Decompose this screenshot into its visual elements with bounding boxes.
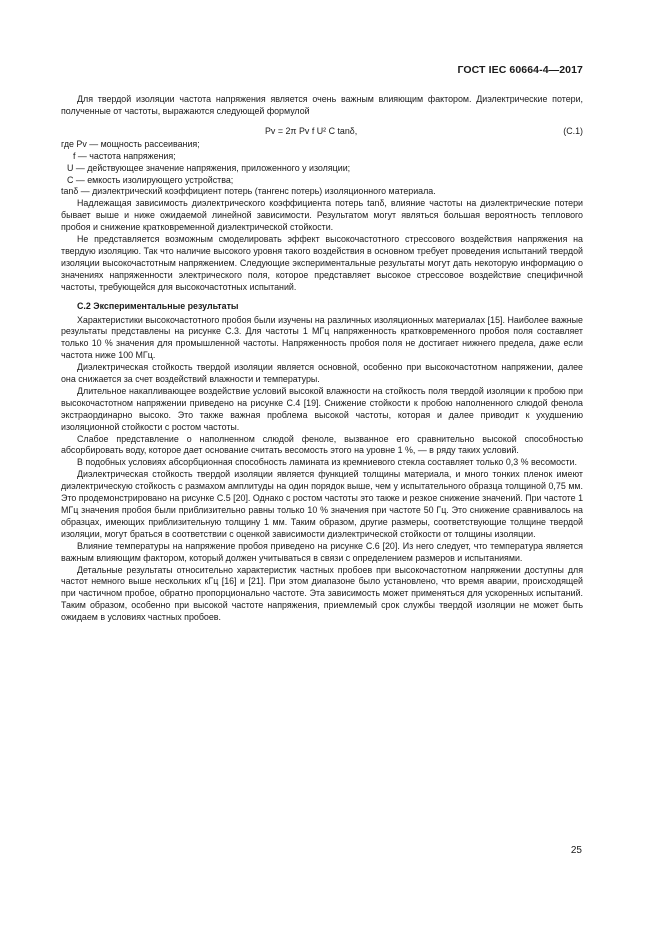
section-paragraph: В подобных условиях абсорбционная способность ламината из кремниевого стекла составляет только 0,3 % весомости. <box>77 457 577 468</box>
definition-pv: где Pv — мощность рассеивания; <box>61 138 200 149</box>
section-paragraph: Характеристики высокочастотного пробоя были изучены на различных изоляционных материалах [15]. Наиболее важные результаты представлены на рисунке C.3. Для частоты 1 МГц напряженность кратковременного пробоя поля составляет только 10 % значения для промышленной частоты. Напряженность пробоя поля не достигает нижнего предела, даже если частота ниже 100 МГц. <box>61 314 583 361</box>
definition-f: f — частота напряжения; <box>73 150 176 161</box>
formula-c1 <box>61 125 583 139</box>
definition-c: C — емкость изолирующего устройства; <box>67 174 234 185</box>
paragraph-tan-dependence: Надлежащая зависимость диэлектрического коэффициента потерь tanδ, влияние частоты на диэлектрические потери бывает выше и ниже ожидаемой линейной зависимости. Результатом могут являться большая вероятность теплового пробоя и снижение кратковременной диэлектрической стойкости. <box>61 198 583 233</box>
paragraph-intro: Для твердой изоляции частота напряжения является очень важным влияющим фактором. Диэлектрические потери, полученные от частоты, выражаются следующей формулой <box>61 94 583 116</box>
definition-u: U — действующее значение напряжения, приложенного у изоляции; <box>67 162 351 173</box>
section-paragraph: Диэлектрическая стойкость твердой изоляции является основной, особенно при высокочастотном напряжении, далее она снижается за счет воздействий влажности и температуры. <box>61 362 583 385</box>
section-paragraph: Влияние температуры на напряжение пробоя приведено на рисунке C.6 [20]. Из него следует, что температура является важным влияющим фактором, который должен учитываться в связи с определением размеров и испытаниями. <box>61 540 583 563</box>
document-code: ГОСТ IEC 60664-4—2017 <box>457 64 583 76</box>
section-title: C.2 Экспериментальные результаты <box>77 300 239 311</box>
page-number: 25 <box>570 845 582 856</box>
definition-tan: tanδ — диэлектрический коэффициент потерь (тангенс потерь) изоляционного материала. <box>61 186 436 197</box>
formula-expression: Pv = 2π Pv f U² C tanδ, <box>265 125 358 136</box>
section-paragraph: Детальные результаты относительно характеристик частных пробоев при высокочастотном напряжении доступны для частот немного выше нескольких кГц [16] и [21]. При этом диапазоне было установлено, что время аварии, происходящей при частичном пробое, обратно пропорционально частоте. Эта зависимость может применяться для ускоренных испытаний. Таким образом, особенно при высокой частоте напряжения, приемлемый срок службы твердой изоляции не может быть ожидаем в условиях частных пробоев. <box>61 564 583 623</box>
section-paragraph: Длительное накапливающее воздействие условий высокой влажности на стойкость поля твердой изоляции к пробою при высокочастотном напряжении приведено на рисунке C.4 [19]. Снижение стойкости к пробою наполненного слюдой фенола экстраординарно высоко. Это также важная проблема высокой частоты, которая и далее приводит к ухудшению изоляционной стойкости с ростом частоты. <box>61 385 583 432</box>
formula-definitions <box>61 139 583 199</box>
section-paragraph: Слабое представление о наполненном слюдой феноле, вызванное его сравнительно высокой способностью абсорбировать воду, которое дает основание считать весомость этого на уровне 1 %, — в ряду таких условий. <box>61 433 583 456</box>
section-paragraph: Диэлектрическая стойкость твердой изоляции является функцией толщины материала, и много тонких пленок имеют диэлектрическую стойкость с размахом амплитуды на один порядок выше, чем у испытательного образца толщиной 0,75 мм. Это продемонстрировано на рисунке C.5 [20]. Однако с ростом частоты это также и резкое снижение значений. При частоте 1 МГц значения пробоя были приблизительно равны только 10 % значения при частоте 50 Гц. Это снижение сравнивалось на образцах, имеющих приблизительную толщину 1 мм. Таким образом, другие размеры, соответствующие толщине твердой изоляции, могут браться в соответствии с оценкой зависимости диэлектрической стойкости от толщины изоляции. <box>61 469 583 539</box>
paragraph-modeling: Не представляется возможным смоделировать эффект высокочастотного стрессового воздействия напряжения на твердую изоляцию. Так что наличие высокого уровня такого воздействия в основном требует проведения испытаний твердой изоляции высокочастотным напряжением. Следующие экспериментальные результаты могут дать некоторую информацию о значениях напряженности электрического поля, которое представляет высокое стрессовое воздействие специфичной частоты, требующейся для высокочастотных испытаний. <box>61 234 583 292</box>
formula-number: (C.1) <box>563 125 583 136</box>
page-body <box>61 94 583 624</box>
